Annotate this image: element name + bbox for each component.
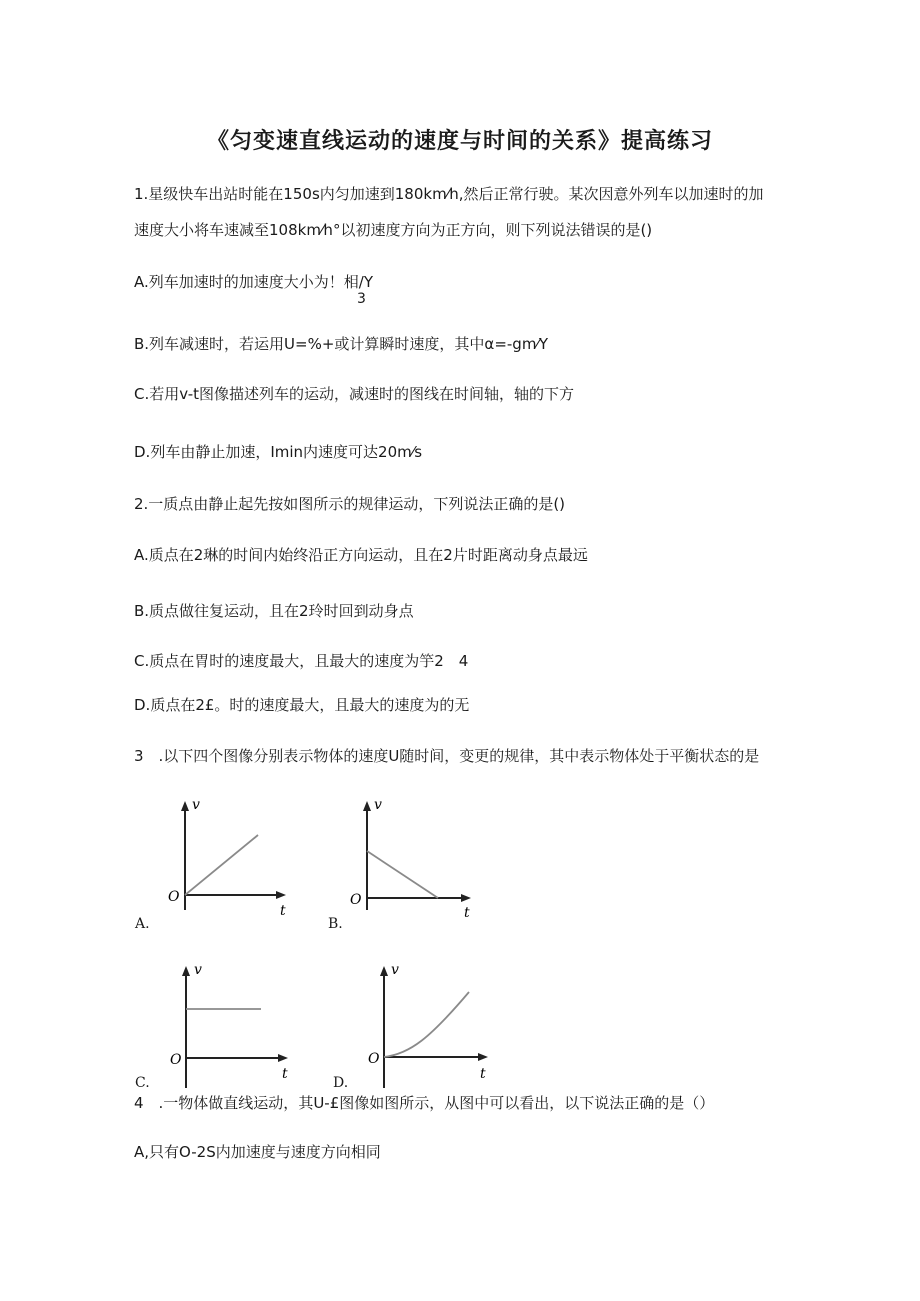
q2-option-a: A.质点在2琳的时间内始终沿正方向运动，且在2片时距离动身点最远 [134, 546, 588, 564]
q1-option-a: A.列车加速时的加速度大小为！相/Y [134, 273, 373, 291]
graph-d-v-arrow [380, 966, 388, 976]
q1-option-a-subscript: 3 [357, 291, 366, 307]
page-title: 《匀变速直线运动的速度与时间的关系》提高练习 [206, 129, 713, 154]
q2-option-d: D.质点在2£。时的速度最大，且最大的速度为的无 [134, 696, 470, 714]
graph-d-origin-label: O [368, 1051, 380, 1067]
graph-d-t-arrow [478, 1053, 488, 1061]
graph-a [150, 795, 295, 920]
graph-b [330, 795, 480, 920]
graph-c-t-label: t [282, 1066, 288, 1082]
graph-b-origin-label: O [350, 892, 362, 908]
graph-c [150, 958, 295, 1093]
graph-a-line [185, 835, 258, 895]
q1-stem-line1: 1.星级快车出站时能在150s内匀加速到180km⁄h,然后正常行驶。某次因意外列车以加速时的加 [134, 185, 764, 203]
q4-stem: 4 .一物体做直线运动，其U-£图像如图所示，从图中可以看出，以下说法正确的是（） [134, 1094, 715, 1112]
graph-b-v-arrow [363, 801, 371, 811]
graph-d-v-label: v [391, 962, 399, 978]
graph-c-t-arrow [278, 1054, 288, 1062]
graph-b-caption: B. [328, 916, 343, 932]
graph-d [335, 958, 495, 1093]
graph-d-t-label: t [480, 1066, 486, 1082]
graph-b-t-arrow [461, 894, 471, 902]
q1-option-b: B.列车减速时，若运用U=%+或计算瞬时速度，其中α=-gm⁄Y [134, 335, 549, 353]
graph-a-v-label: v [192, 797, 200, 813]
q4-option-a: A,只有O-2S内加速度与速度方向相同 [134, 1143, 381, 1161]
q2-stem: 2.一质点由静止起先按如图所示的规律运动，下列说法正确的是() [134, 495, 566, 513]
q3-stem: 3 .以下四个图像分别表示物体的速度U随时间，变更的规律，其中表示物体处于平衡状态的是 [134, 747, 760, 765]
q1-stem-line2: 速度大小将车速减至108km⁄h°以初速度方向为正方向，则下列说法错误的是() [134, 221, 653, 239]
graph-c-v-arrow [182, 966, 190, 976]
graph-b-v-label: v [374, 797, 382, 813]
graph-c-caption: C. [135, 1075, 150, 1091]
graph-a-origin-label: O [168, 889, 180, 905]
graph-c-origin-label: O [170, 1052, 182, 1068]
graph-a-v-arrow [181, 801, 189, 811]
graph-b-t-label: t [464, 905, 470, 920]
graph-a-t-label: t [280, 903, 286, 919]
q1-option-c: C.若用v-t图像描述列车的运动，减速时的图线在时间轴，轴的下方 [134, 385, 575, 403]
graph-d-caption: D. [333, 1075, 349, 1091]
graph-b-line [367, 851, 438, 898]
q2-option-c: C.质点在胃时的速度最大，且最大的速度为竽2 4 [134, 652, 469, 670]
graph-c-v-label: v [194, 962, 202, 978]
graph-d-curve [384, 992, 469, 1057]
q1-option-d: D.列车由静止加速，Imin内速度可达20m⁄s [134, 443, 423, 461]
graph-a-t-arrow [276, 891, 286, 899]
graph-a-caption: A. [135, 916, 150, 932]
q2-option-b: B.质点做往复运动，且在2玲时回到动身点 [134, 602, 414, 620]
